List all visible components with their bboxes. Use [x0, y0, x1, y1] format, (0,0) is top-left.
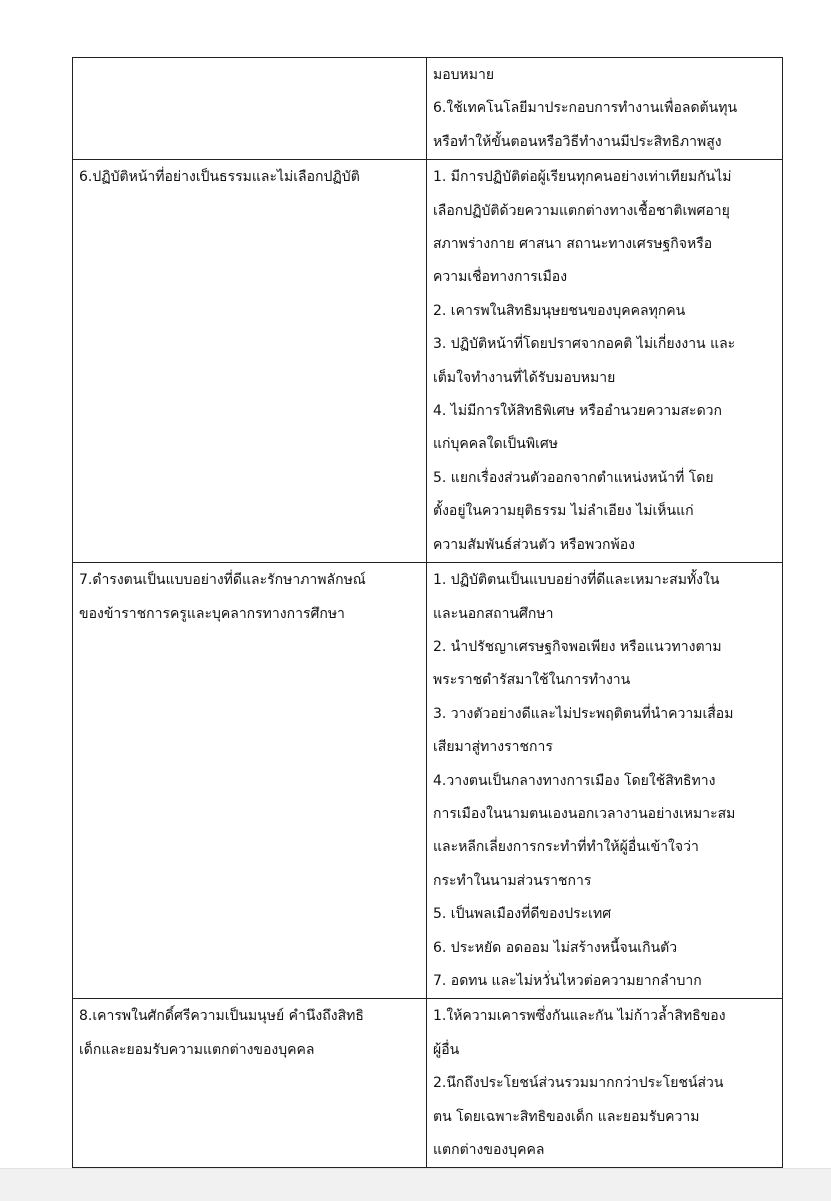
table-row — [73, 160, 783, 563]
text-line: 2. นำปรัชญาเศรษฐกิจพอเพียง หรือแนวทางตาม — [433, 638, 722, 655]
text-line: 2.นึกถึงประโยชน์ส่วนรวมมากกว่าประโยชน์ส่วน — [433, 1075, 724, 1092]
text-line: และหลีกเลี่ยงการกระทำที่ทำให้ผู้อื่นเข้าใจว่า — [433, 839, 699, 856]
text-line: กระทำในนามส่วนราชการ — [433, 872, 592, 889]
behavior-cell — [427, 999, 783, 1168]
text-line: สภาพร่างกาย ศาสนา สถานะทางเศรษฐกิจหรือ — [433, 236, 713, 253]
text-line: 6.ปฏิบัติหน้าที่อย่างเป็นธรรมและไม่เลือกปฏิบัติ — [79, 169, 360, 186]
standard-cell — [73, 563, 427, 999]
text-line: ความสัมพันธ์ส่วนตัว หรือพวกพ้อง — [433, 536, 636, 553]
text-line: และนอกสถานศึกษา — [433, 605, 554, 622]
text-line: 5. แยกเรื่องส่วนตัวออกจากตำแหน่งหน้าที่ โดย — [433, 469, 714, 486]
text-line: ความเชื่อทางการเมือง — [433, 269, 568, 286]
standard-cell — [73, 160, 427, 563]
text-line: 6. ประหยัด อดออม ไม่สร้างหนี้จนเกินตัว — [433, 939, 678, 956]
text-line: เด็กและยอมรับความแตกต่างของบุคคล — [79, 1041, 315, 1058]
text-line: 3. ปฏิบัติหน้าที่โดยปราศจากอคติ ไม่เกี่ยงงาน และ — [433, 336, 736, 353]
text-line: ตน โดยเฉพาะสิทธิของเด็ก และยอมรับความ — [433, 1108, 700, 1125]
behavior-cell — [427, 160, 783, 563]
standard-cell — [73, 58, 427, 160]
text-line: 1.ให้ความเคารพซึ่งกันและกัน ไม่ก้าวล้ำสิทธิของ — [433, 1008, 726, 1025]
behavior-cell — [427, 563, 783, 999]
text-line: 7.ดำรงตนเป็นแบบอย่างที่ดีและรักษาภาพลักษณ์ — [79, 572, 366, 589]
text-line: เลือกปฏิบัติด้วยความแตกต่างทางเชื้อชาติเพศอายุ — [433, 202, 730, 219]
text-line: 2. เคารพในสิทธิมนุษยชนของบุคคลทุกคน — [433, 302, 686, 319]
text-line: 6.ใช้เทคโนโลยีมาประกอบการทำงานเพื่อลดต้นทุน — [433, 100, 738, 117]
text-line: มอบหมาย — [433, 67, 495, 83]
text-line: หรือทำให้ขั้นตอนหรือวิธีทำงานมีประสิทธิภาพสูง — [433, 133, 722, 150]
ethics-table — [72, 57, 783, 1168]
text-line: แตกต่างของบุคคล — [433, 1142, 545, 1158]
text-line: 7. อดทน และไม่หวั่นไหวต่อความยากลำบาก — [433, 972, 702, 989]
table-row — [73, 58, 783, 160]
table-row — [73, 999, 783, 1168]
text-line: 1. ปฏิบัติตนเป็นแบบอย่างที่ดีและเหมาะสมทั้งใน — [433, 572, 720, 589]
table-row — [73, 563, 783, 999]
text-line: 1. มีการปฏิบัติต่อผู้เรียนทุกคนอย่างเท่าเทียมกันไม่ — [433, 169, 732, 186]
text-line: 5. เป็นพลเมืองที่ดีของประเทศ — [433, 906, 612, 923]
behavior-cell — [427, 58, 783, 160]
text-line: 3. วางตัวอย่างดีและไม่ประพฤติตนที่นำความเสื่อม — [433, 705, 734, 722]
text-line: 4.วางตนเป็นกลางทางการเมือง โดยใช้สิทธิทาง — [433, 772, 716, 789]
text-line: เต็มใจทำงานที่ได้รับมอบหมาย — [433, 369, 616, 386]
text-line: เสียมาสู่ทางราชการ — [433, 739, 553, 756]
text-line: ของข้าราชการครูและบุคลากรทางการศึกษา — [79, 605, 345, 622]
text-line: ผู้อื่น — [433, 1041, 460, 1058]
text-line: 8.เคารพในศักดิ์ศรีความเป็นมนุษย์ คำนึงถึงสิทธิ — [79, 1008, 364, 1025]
text-line: พระราชดำรัสมาใช้ในการทำงาน — [433, 672, 631, 689]
text-line: การเมืองในนามตนเองนอกเวลางานอย่างเหมาะสม — [433, 805, 736, 822]
text-line: แก่บุคคลใดเป็นพิเศษ — [433, 436, 558, 453]
text-line: ตั้งอยู่ในความยุติธรรม ไม่ลำเอียง ไม่เห็นแก่ — [433, 503, 694, 520]
standard-cell — [73, 999, 427, 1168]
text-line: 4. ไม่มีการให้สิทธิพิเศษ หรืออำนวยความสะดวก — [433, 403, 722, 420]
viewer-bottom-bar — [0, 1168, 831, 1201]
